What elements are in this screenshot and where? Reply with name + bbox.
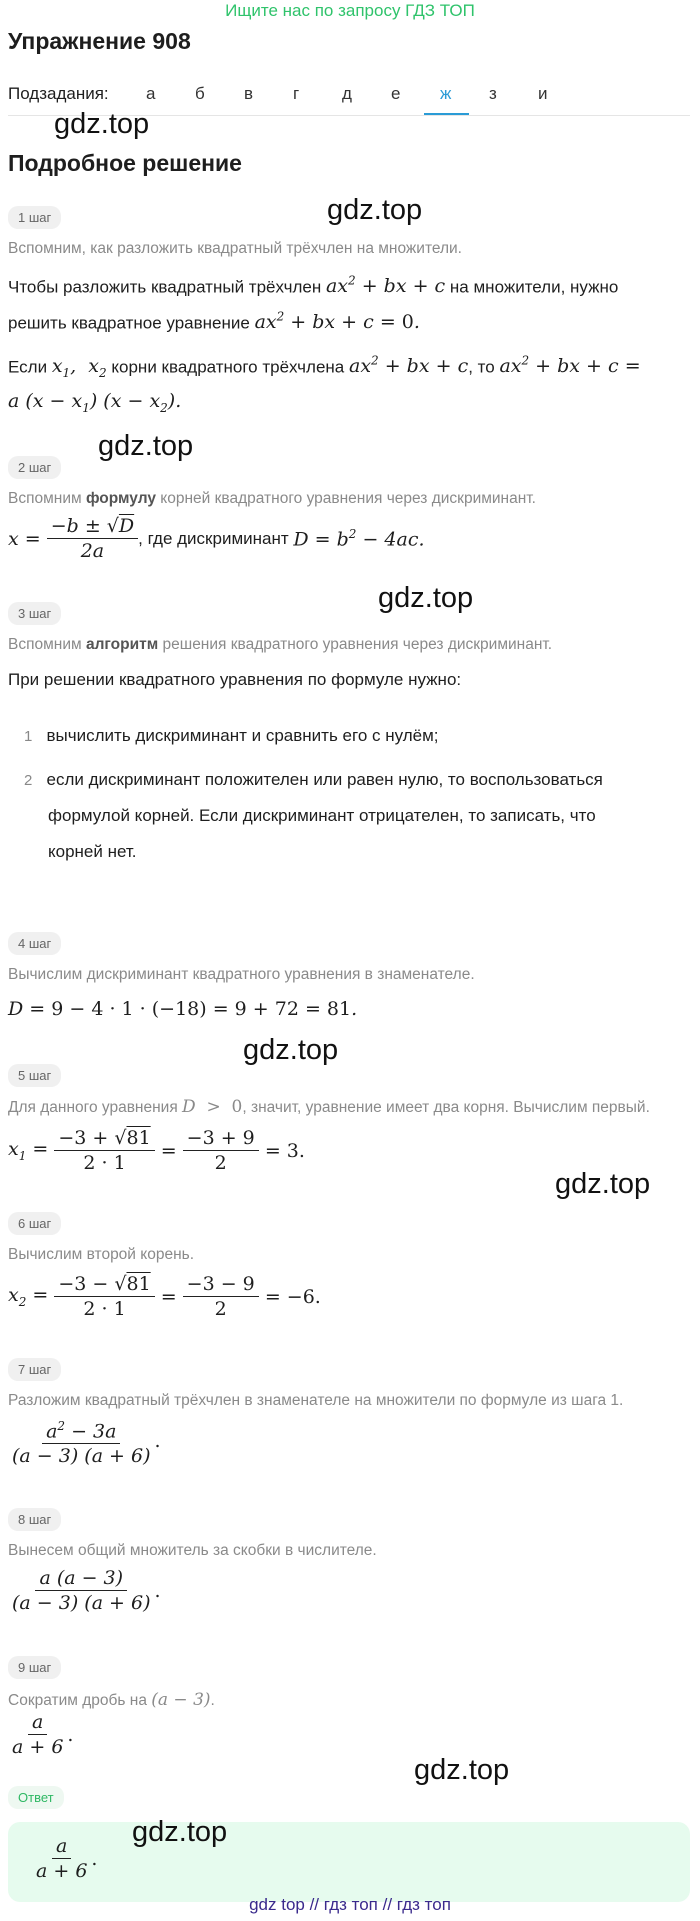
- subtasks-label: Подзадания:: [8, 84, 109, 103]
- page-title: Упражнение 908: [8, 28, 191, 54]
- subtask-tab[interactable]: б: [195, 84, 205, 103]
- list-item-cont: корней нет.: [48, 842, 137, 861]
- step-badge: 8 шаг: [8, 1508, 61, 1531]
- step-text: При решении квадратного уравнения по формуле нужно:: [8, 670, 462, 689]
- step-hint: Вычислим второй корень.: [8, 1246, 195, 1263]
- watermark: gdz.top: [132, 1816, 228, 1848]
- subtask-tab[interactable]: з: [489, 84, 497, 103]
- step-hint: Разложим квадратный трёхчлен в знаменателе на множители по формуле из шага 1.: [8, 1392, 624, 1409]
- step-text: решить квадратное уравнение $ax^2$ + bx + c = 0.: [8, 310, 420, 334]
- step-badge: 5 шаг: [8, 1064, 61, 1087]
- step-formula: $\frac{a}{a + 6}$ .: [12, 1711, 74, 1758]
- watermark: gdz.top: [327, 194, 423, 226]
- subtask-tab[interactable]: е: [391, 84, 401, 103]
- watermark: gdz.top: [98, 430, 194, 462]
- subtask-tab-active[interactable]: ж: [440, 84, 452, 103]
- step-badge: 2 шаг: [8, 456, 61, 479]
- footer-links[interactable]: gdz top // гдз топ // гдз топ: [249, 1895, 451, 1914]
- answer-box: [8, 1822, 690, 1902]
- step-formula: $\frac{a (a - 3)}{(a - 3) (a + 6)}$ .: [12, 1567, 161, 1614]
- step-hint: Сократим дробь на (a − 3).: [8, 1690, 215, 1710]
- step-text: Чтобы разложить квадратный трёхчлен $ax^2$ + bx + c на множители, нужно: [8, 274, 619, 298]
- step-hint: Вспомним, как разложить квадратный трёхчлен на множители.: [8, 240, 462, 257]
- answer-badge: Ответ: [8, 1786, 64, 1809]
- subtask-tab[interactable]: и: [538, 84, 548, 103]
- step-hint: Вынесем общий множитель за скобки в числителе.: [8, 1542, 377, 1559]
- step-badge: 9 шаг: [8, 1656, 61, 1679]
- step-badge: 4 шаг: [8, 932, 61, 955]
- list-item-cont: формулой корней. Если дискриминант отрицателен, то записать, что: [48, 806, 596, 825]
- subtask-tab[interactable]: в: [244, 84, 254, 103]
- watermark: gdz.top: [555, 1168, 651, 1200]
- list-item: 2 если дискриминант положителен или равен нулю, то воспользоваться: [24, 770, 603, 789]
- step-formula: $x_2$ = $\frac{-3 - √81}{2 \cdot 1}$ = $\frac{-3 - 9}{2}$ = −6.: [8, 1273, 321, 1320]
- step-text: Если $x_1$, $x_2$ корни квадратного трёхчлена $ax^2$ + bx + c, то $ax^2$ + bx + c =: [8, 354, 641, 381]
- answer-formula: $\frac{a}{a + 6}$ .: [36, 1835, 98, 1882]
- solution-heading: Подробное решение: [8, 150, 242, 176]
- subtask-tab[interactable]: д: [342, 84, 352, 103]
- step-formula: x = $\frac{-b \pm √D}{2a}$ , где дискриминант $D = b^2 - 4ac$.: [8, 515, 425, 562]
- step-formula: $x_1$ = $\frac{-3 + √81}{2 \cdot 1}$ = $\frac{-3 + 9}{2}$ = 3.: [8, 1127, 305, 1174]
- step-hint: Вычислим дискриминант квадратного уравнения в знаменателе.: [8, 966, 475, 983]
- promo-banner: Ищите нас по запросу ГДЗ ТОП: [225, 1, 475, 20]
- step-badge: 3 шаг: [8, 602, 61, 625]
- step-badge: 1 шаг: [8, 206, 61, 229]
- watermark: gdz.top: [243, 1034, 339, 1066]
- step-formula: D = 9 − 4 · 1 · (−18) = 9 + 72 = 81.: [8, 998, 358, 1020]
- step-badge: 6 шаг: [8, 1212, 61, 1235]
- step-formula: $\frac{a^2 - 3a}{(a - 3) (a + 6)}$ .: [8, 1414, 161, 1468]
- subtask-tab[interactable]: а: [146, 84, 156, 103]
- watermark: gdz.top: [54, 108, 150, 140]
- list-item: 1 вычислить дискриминант и сравнить его с нулём;: [24, 726, 439, 745]
- watermark: gdz.top: [378, 582, 474, 614]
- step-badge: 7 шаг: [8, 1358, 61, 1381]
- step-formula: a $(x - x_1)$ $(x - x_2)$.: [8, 390, 182, 415]
- step-hint: Вспомним алгоритм решения квадратного уравнения через дискриминант.: [8, 636, 553, 653]
- subtask-tab[interactable]: г: [293, 84, 300, 103]
- step-hint: Вспомним формулу корней квадратного уравнения через дискриминант.: [8, 490, 536, 507]
- step-hint: Для данного уравнения D > 0, значит, уравнение имеет два корня. Вычислим первый.: [8, 1097, 650, 1117]
- watermark: gdz.top: [414, 1754, 510, 1786]
